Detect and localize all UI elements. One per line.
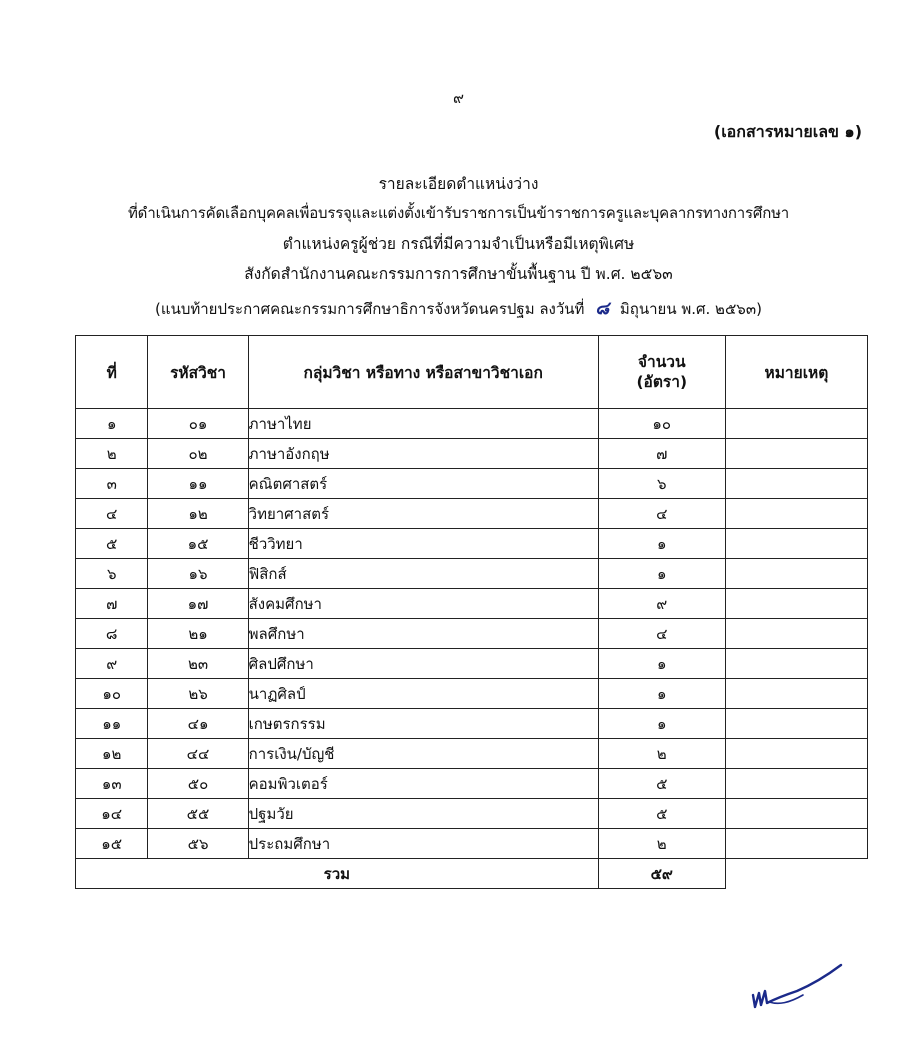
row-code: ๕๐ — [148, 769, 248, 799]
row-name: สังคมศึกษา — [248, 589, 598, 619]
row-name: ภาษาอังกฤษ — [248, 439, 598, 469]
signature-mark — [745, 955, 855, 1015]
document-label: (เอกสารหมายเลข ๑) — [713, 122, 862, 141]
table-row — [76, 559, 868, 589]
table-row — [76, 439, 868, 469]
table-row — [76, 769, 868, 799]
row-note — [725, 409, 867, 439]
row-count: ๗ — [598, 439, 725, 469]
vacancy-table — [75, 335, 868, 889]
heading-agency: สังกัดสำนักงานคณะกรรมการการศึกษาขั้นพื้นฐาน ปี พ.ศ. ๒๕๖๓ — [244, 265, 673, 283]
table-row — [76, 709, 868, 739]
row-note — [725, 679, 867, 709]
header-code: รหัสวิชา — [148, 336, 248, 409]
row-code: ๕๕ — [148, 799, 248, 829]
row-code: ๑๒ — [148, 499, 248, 529]
total-value: ๕๙ — [598, 859, 725, 889]
row-code: ๑๑ — [148, 469, 248, 499]
row-note — [725, 739, 867, 769]
row-name: นาฏศิลป์ — [248, 679, 598, 709]
row-code: ๕๖ — [148, 829, 248, 859]
row-no: ๒ — [76, 439, 148, 469]
attachment-prefix: (แนบท้ายประกาศคณะกรรมการศึกษาธิการจังหวัดนครปฐม ลงวันที่ — [155, 300, 585, 318]
row-no: ๑ — [76, 409, 148, 439]
row-note — [725, 439, 867, 469]
heading-position: ตำแหน่งครูผู้ช่วย กรณีที่มีความจำเป็นหรือมีเหตุพิเศษ — [282, 235, 635, 253]
row-count: ๑ — [598, 649, 725, 679]
header-count — [598, 336, 725, 409]
row-note — [725, 619, 867, 649]
row-no: ๑๐ — [76, 679, 148, 709]
row-code: ๒๖ — [148, 679, 248, 709]
row-note — [725, 829, 867, 859]
table-row — [76, 739, 868, 769]
table-header-row — [76, 336, 868, 409]
header-count-line2: (อัตรา) — [636, 373, 688, 391]
row-name: คอมพิวเตอร์ — [248, 769, 598, 799]
row-no: ๔ — [76, 499, 148, 529]
row-note — [725, 709, 867, 739]
row-name: คณิตศาสตร์ — [248, 469, 598, 499]
row-count: ๙ — [598, 589, 725, 619]
row-no: ๑๒ — [76, 739, 148, 769]
row-count: ๔ — [598, 499, 725, 529]
row-name: ศิลปศึกษา — [248, 649, 598, 679]
table-row — [76, 619, 868, 649]
row-no: ๗ — [76, 589, 148, 619]
total-label: รวม — [76, 859, 599, 889]
header-group: กลุ่มวิชา หรือทาง หรือสาขาวิชาเอก — [248, 336, 598, 409]
row-count: ๑๐ — [598, 409, 725, 439]
row-code: ๑๗ — [148, 589, 248, 619]
row-count: ๑ — [598, 559, 725, 589]
table-row — [76, 469, 868, 499]
table-row — [76, 499, 868, 529]
row-note — [725, 529, 867, 559]
row-note — [725, 499, 867, 529]
row-note — [725, 589, 867, 619]
row-count: ๑ — [598, 679, 725, 709]
attachment-suffix: มิถุนายน พ.ศ. ๒๕๖๓) — [619, 300, 762, 318]
row-name: เกษตรกรรม — [248, 709, 598, 739]
page-number: ๙ — [453, 89, 464, 107]
row-no: ๑๑ — [76, 709, 148, 739]
row-no: ๑๓ — [76, 769, 148, 799]
row-no: ๖ — [76, 559, 148, 589]
row-code: ๔๔ — [148, 739, 248, 769]
row-name: วิทยาศาสตร์ — [248, 499, 598, 529]
row-name: ปฐมวัย — [248, 799, 598, 829]
row-note — [725, 769, 867, 799]
row-no: ๘ — [76, 619, 148, 649]
row-count: ๒ — [598, 829, 725, 859]
row-no: ๙ — [76, 649, 148, 679]
row-note — [725, 559, 867, 589]
row-code: ๑๖ — [148, 559, 248, 589]
row-no: ๑๔ — [76, 799, 148, 829]
row-count: ๕ — [598, 799, 725, 829]
row-name: ภาษาไทย — [248, 409, 598, 439]
header-count-line1: จำนวน — [637, 352, 686, 371]
row-no: ๓ — [76, 469, 148, 499]
row-count: ๖ — [598, 469, 725, 499]
row-note — [725, 649, 867, 679]
row-count: ๒ — [598, 739, 725, 769]
row-count: ๔ — [598, 619, 725, 649]
row-count: ๑ — [598, 529, 725, 559]
row-code: ๔๑ — [148, 709, 248, 739]
table-row — [76, 829, 868, 859]
row-code: ๑๕ — [148, 529, 248, 559]
total-row — [76, 859, 868, 889]
table-row — [76, 649, 868, 679]
heading-attachment — [0, 293, 917, 322]
row-no: ๑๕ — [76, 829, 148, 859]
row-note — [725, 469, 867, 499]
total-note — [725, 859, 867, 889]
table-row — [76, 529, 868, 559]
row-name: การเงิน/บัญชี — [248, 739, 598, 769]
row-count: ๑ — [598, 709, 725, 739]
heading-purpose: ที่ดำเนินการคัดเลือกบุคคลเพื่อบรรจุและแต่งตั้งเข้ารับราชการเป็นข้าราชการครูและบุคลากรทางการศึกษา — [127, 204, 789, 222]
table-row — [76, 409, 868, 439]
row-no: ๕ — [76, 529, 148, 559]
handwritten-day: ๘ — [595, 298, 610, 319]
row-count: ๕ — [598, 769, 725, 799]
row-code: ๒๓ — [148, 649, 248, 679]
row-name: ชีววิทยา — [248, 529, 598, 559]
table-row — [76, 589, 868, 619]
row-code: ๒๑ — [148, 619, 248, 649]
table-row — [76, 799, 868, 829]
row-name: พลศึกษา — [248, 619, 598, 649]
row-code: ๐๑ — [148, 409, 248, 439]
row-note — [725, 799, 867, 829]
row-code: ๐๒ — [148, 439, 248, 469]
header-no: ที่ — [76, 336, 148, 409]
row-name: ฟิสิกส์ — [248, 559, 598, 589]
table-row — [76, 679, 868, 709]
heading-title: รายละเอียดตำแหน่งว่าง — [378, 175, 539, 193]
row-name: ประถมศึกษา — [248, 829, 598, 859]
header-note: หมายเหตุ — [725, 336, 867, 409]
